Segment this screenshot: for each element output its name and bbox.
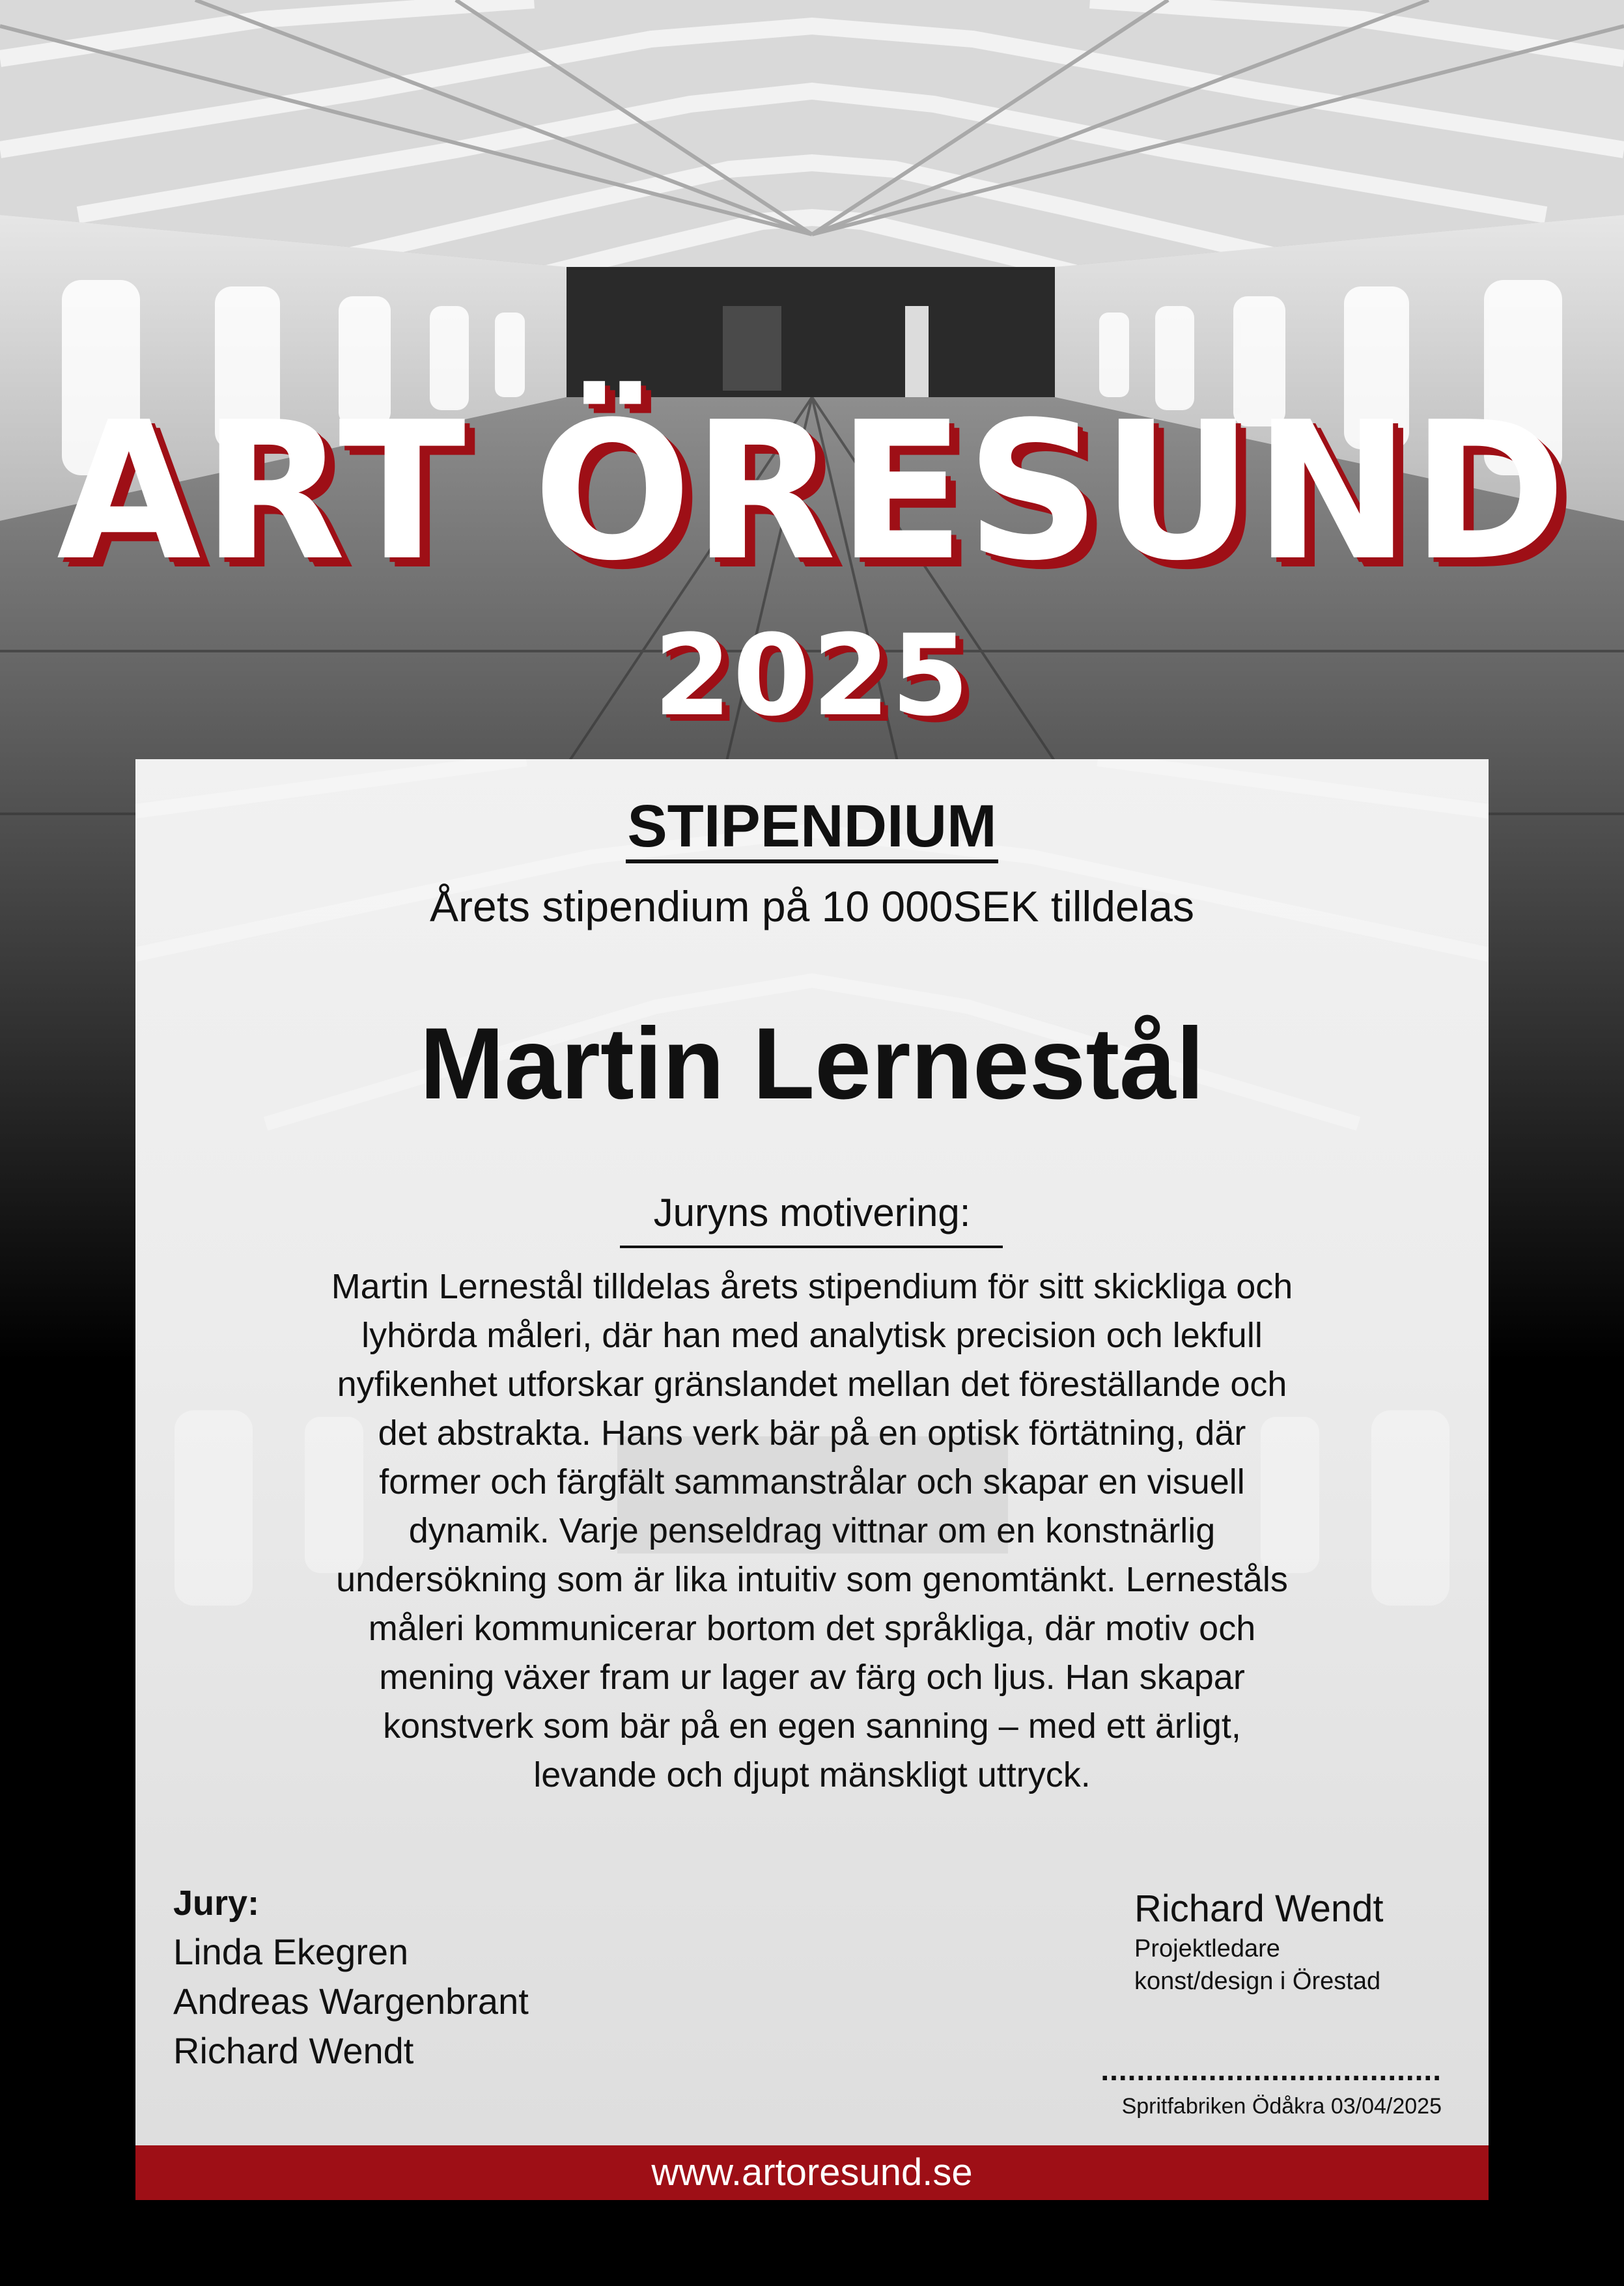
- motivation-line: konstverk som bär på en egen sanning – med ett ärligt,: [383, 1707, 1241, 1746]
- motivation-line: det abstrakta. Hans verk bär på en optisk förtätning, där: [378, 1414, 1246, 1453]
- motivation-line: levande och djupt mänskligt uttryck.: [533, 1755, 1091, 1794]
- award-title-text: STIPENDIUM: [626, 793, 998, 863]
- motivation-line: dynamik. Varje penseldrag vittnar om en konstnärlig: [408, 1511, 1216, 1550]
- motivation-paragraph: [266, 1262, 1358, 1800]
- motivation-line: mening växer fram ur lager av färg och ljus. Han skapar: [379, 1658, 1245, 1697]
- logo-year: 2025: [653, 610, 971, 741]
- certificate-panel: [135, 759, 1489, 2145]
- signatory-role: Projektledare: [1134, 1935, 1280, 1962]
- jury-member: Andreas Wargenbrant: [173, 1981, 529, 2022]
- jury-list: [173, 1879, 529, 2076]
- recipient-name: Martin Lernestål: [419, 1007, 1205, 1121]
- footer-website-link[interactable]: www.artoresund.se: [135, 2145, 1489, 2200]
- motivation-heading: Juryns motivering:: [653, 1191, 971, 1234]
- motivation-line: nyfikenhet utforskar gränslandet mellan det föreställande och: [337, 1365, 1287, 1404]
- signatory-name: Richard Wendt: [1134, 1888, 1384, 1930]
- motivation-line: undersökning som är lika intuitiv som genomtänkt. Lerneståls: [336, 1560, 1288, 1599]
- place-and-date: Spritfabriken Ödåkra 03/04/2025: [1121, 2094, 1442, 2119]
- signatory-block: [1134, 1886, 1384, 1998]
- motivation-line: lyhörda måleri, där han med analytisk precision och lekfull: [361, 1316, 1263, 1355]
- motivation-line: former och färgfält sammanstrålar och skapar en visuell: [379, 1462, 1245, 1501]
- jury-member: Richard Wendt: [173, 2030, 414, 2071]
- motivation-line: måleri kommunicerar bortom det språkliga, där motiv och: [368, 1609, 1256, 1648]
- motivation-underline: [620, 1246, 1003, 1248]
- award-subtitle: Årets stipendium på 10 000SEK tilldelas: [429, 882, 1194, 930]
- signatory-role-detail: konst/design i Örestad: [1134, 1968, 1381, 1995]
- logo-title: ART ÖRESUND: [57, 381, 1567, 602]
- motivation-line: Martin Lernestål tilldelas årets stipendium för sitt skickliga och: [331, 1267, 1293, 1306]
- signature-line: ......................................: [1100, 2053, 1442, 2087]
- jury-member: Linda Ekegren: [173, 1931, 409, 1972]
- jury-label: Jury:: [173, 1884, 260, 1923]
- award-title: [135, 790, 1489, 862]
